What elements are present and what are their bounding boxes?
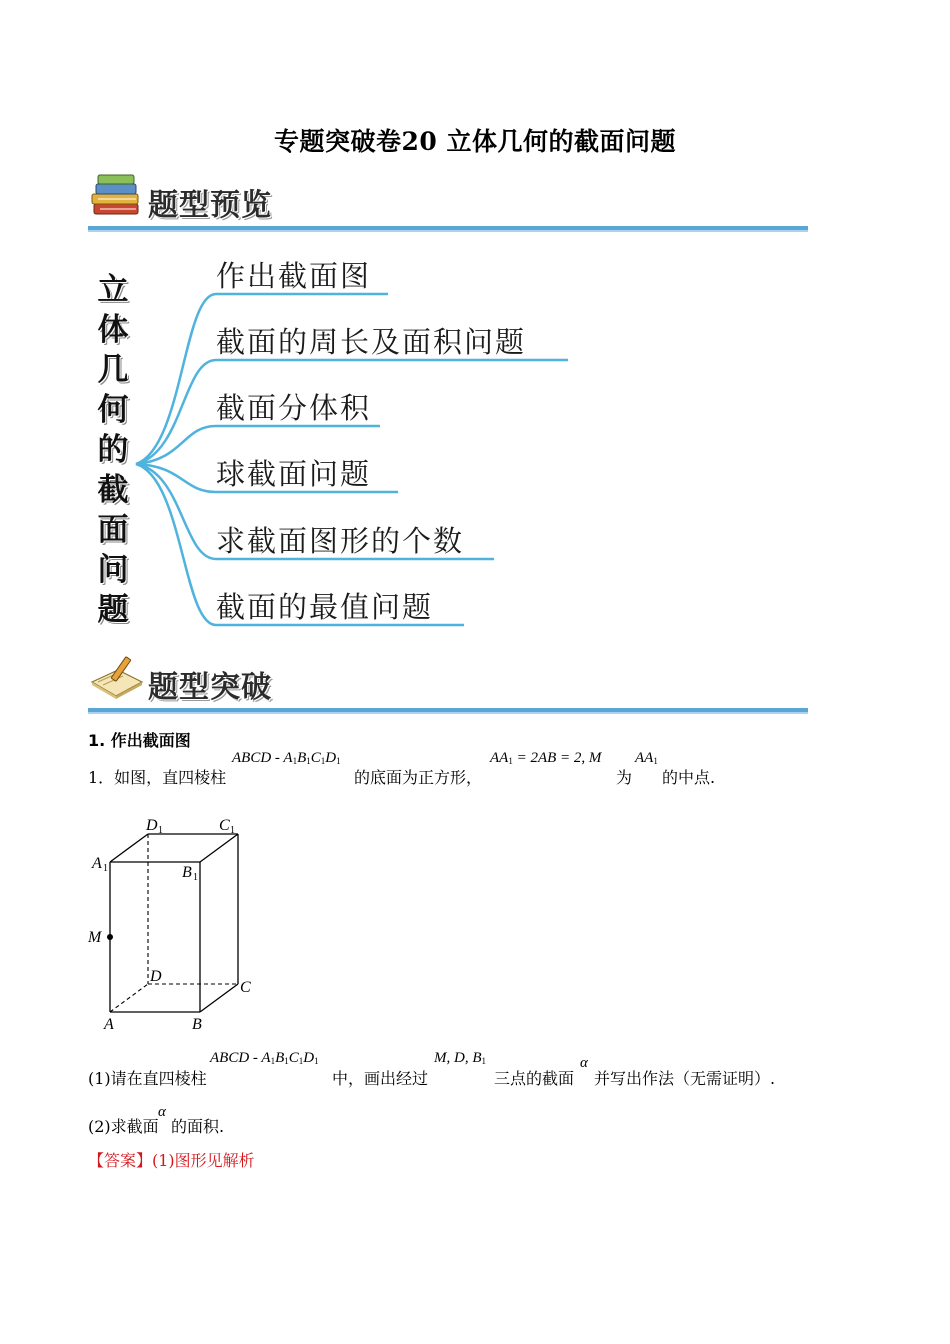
label-b: B: [192, 1016, 202, 1033]
intro-mid: 的底面为正方形，: [354, 768, 483, 787]
label-sub: 1: [230, 825, 235, 836]
edge-a1d1: [110, 834, 148, 862]
branch-label: 截面的周长及面积问题: [216, 325, 527, 359]
branch-label: 球截面问题: [216, 457, 372, 491]
point-m: [107, 934, 113, 940]
books-icon: [88, 170, 146, 220]
section-title-breakthrough: 题型突破: [148, 670, 272, 705]
notebook-pencil-icon: [88, 652, 146, 702]
edge-ad-hidden: [110, 984, 148, 1012]
part1-mid: 中，画出经过: [332, 1069, 429, 1088]
subscript: 1: [653, 756, 658, 766]
answer-line: 【答案】(1)图形见解析: [88, 1151, 255, 1170]
section-header-breakthrough: [88, 652, 808, 714]
subscript: 1: [270, 1056, 276, 1066]
formula-part: AA: [490, 750, 509, 766]
part2-prefix: (2)求截面: [88, 1117, 159, 1136]
prism-base: ABCD - A: [232, 750, 293, 766]
segment-aa1: [635, 750, 658, 767]
branch-label: 截面的最值问题: [216, 590, 434, 624]
subscript: 1: [508, 756, 513, 766]
edge-b1c1: [200, 834, 238, 862]
subscript: 1: [336, 756, 341, 766]
prism-vertex: B: [275, 1050, 285, 1066]
label-d: D: [150, 968, 162, 985]
subscript: 1: [320, 756, 326, 766]
prism-base: ABCD - A: [210, 1050, 271, 1066]
label-a: A: [104, 1016, 114, 1033]
root-char: 几: [97, 352, 129, 388]
subscript: 1: [292, 756, 298, 766]
root-char: 立: [97, 272, 129, 308]
section-points: [434, 1050, 486, 1067]
branch-label: 作出截面图: [216, 259, 372, 293]
prism-vertex: C: [288, 1050, 299, 1066]
formula-part: = 2AB = 2, M: [512, 750, 602, 766]
prism-vertex: B: [297, 750, 307, 766]
prism-notation: [232, 750, 341, 767]
prism-vertex: D: [325, 750, 337, 766]
alpha-symbol: α: [158, 1104, 166, 1120]
section-title-preview: 题型预览: [148, 188, 272, 223]
prism-vertex: C: [310, 750, 321, 766]
label-sub: 1: [103, 863, 108, 874]
label-b1: B: [182, 864, 192, 881]
subscript: 1: [314, 1056, 319, 1066]
part1-end: 并写出作法（无需证明）.: [594, 1069, 776, 1088]
label-m: M: [88, 929, 102, 946]
section-header-preview: [88, 170, 808, 232]
label-c: C: [240, 979, 251, 996]
topic-mindmap: [88, 248, 588, 638]
root-char: 的: [97, 432, 129, 468]
prism-vertex: D: [303, 1050, 315, 1066]
branch-label: 求截面图形的个数: [216, 524, 465, 558]
formula-part: M, D, B: [434, 1050, 482, 1066]
subscript: 1: [298, 1056, 304, 1066]
root-char: 题: [97, 592, 129, 628]
label-d1: D: [146, 817, 158, 834]
part1-prefix: (1)请在直四棱柱: [88, 1069, 207, 1088]
root-char: 何: [97, 392, 129, 428]
intro-wei: 为: [616, 768, 633, 787]
document-title: 专题突破卷20 立体几何的截面问题: [274, 127, 676, 156]
root-char: 截: [97, 472, 129, 508]
question-heading: 1. 作出截面图: [88, 731, 191, 750]
root-char: 问: [97, 552, 129, 588]
subscript: 1: [284, 1056, 289, 1066]
subscript: 1: [481, 1056, 486, 1066]
label-sub: 1: [193, 872, 198, 883]
section-divider: [88, 226, 808, 232]
label-sub: 1: [158, 825, 163, 836]
alpha-symbol: α: [580, 1055, 588, 1071]
mindmap-connectors: [88, 248, 588, 638]
label-a1: A: [92, 855, 102, 872]
branch-label: 截面分体积: [216, 391, 372, 425]
subscript: 1: [306, 756, 311, 766]
condition-formula: [490, 750, 601, 767]
root-char: 体: [97, 312, 129, 348]
intro-end: 的中点.: [662, 768, 716, 787]
intro-prefix: 1．如图，直四棱柱: [88, 768, 227, 787]
formula-part: AA: [635, 750, 654, 766]
prism-figure: [84, 812, 264, 1034]
question-intro: [88, 765, 226, 788]
prism-notation: [210, 1050, 319, 1067]
edge-bc: [200, 984, 238, 1012]
section-divider: [88, 708, 808, 714]
root-char: 面: [97, 512, 129, 548]
part2-end: 的面积.: [171, 1117, 225, 1136]
part1-after: 三点的截面: [494, 1069, 575, 1088]
label-c1: C: [219, 817, 230, 834]
